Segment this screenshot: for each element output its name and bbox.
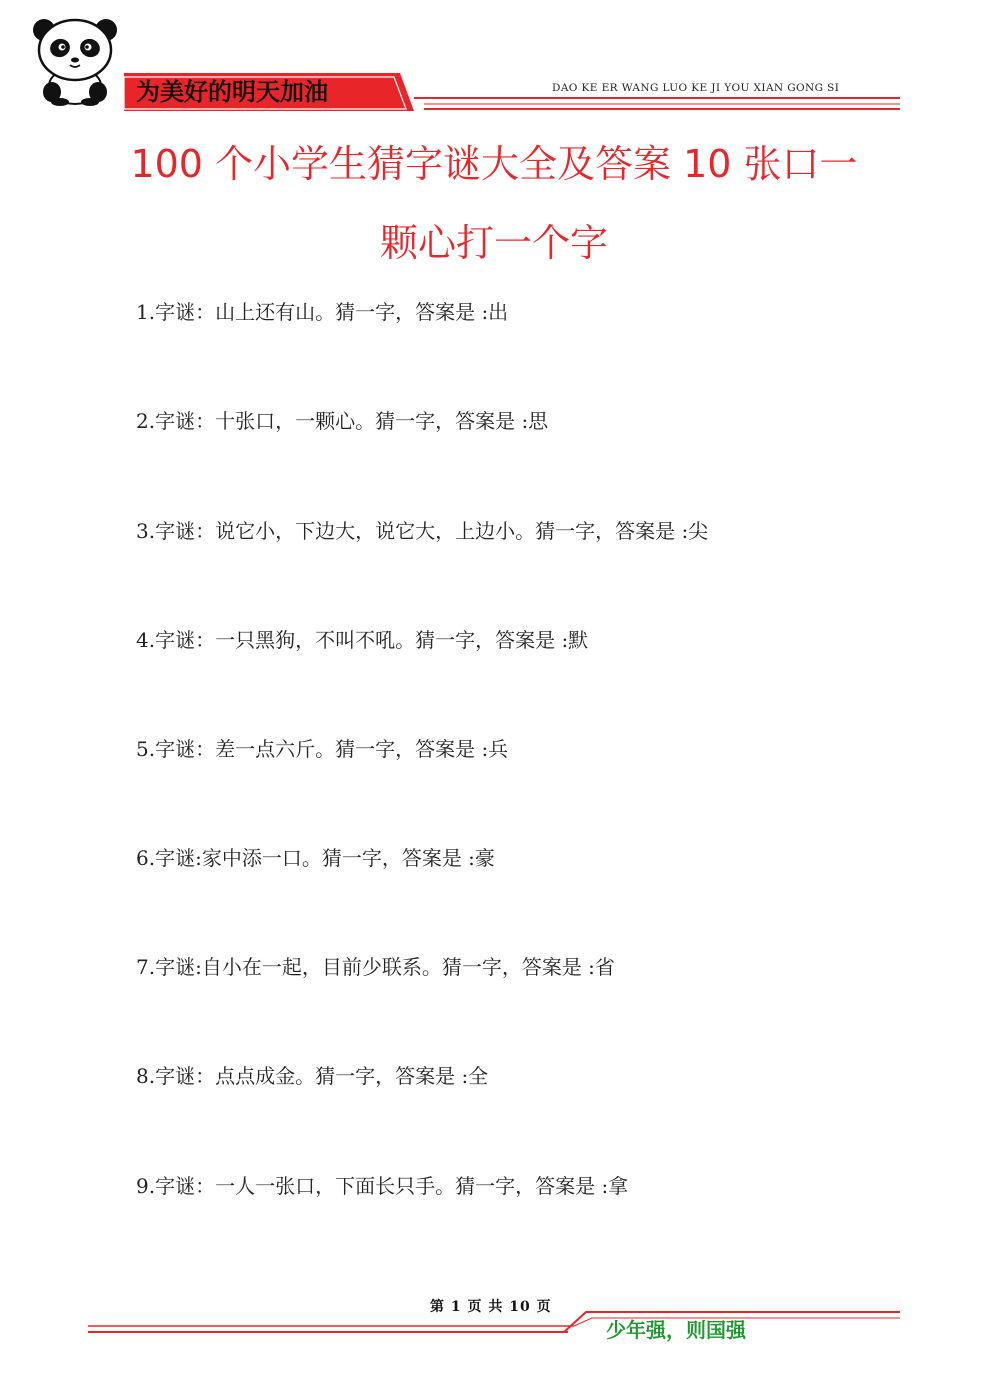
- riddle-item: 1.字谜：山上还有山。猜一字，答案是 :出: [136, 300, 509, 324]
- company-pinyin: DAO KE ER WANG LUO KE JI YOU XIAN GONG SI: [552, 82, 840, 94]
- riddle-item: 9.字谜：一人一张口，下面长只手。猜一字，答案是 :拿: [136, 1174, 629, 1198]
- riddle-item: 7.字谜:自小在一起，目前少联系。猜一字，答案是 :省: [136, 955, 615, 979]
- panda-icon: [30, 14, 120, 106]
- riddle-item: 4.字谜：一只黑狗，不叫不吼。猜一字，答案是 :默: [136, 628, 589, 652]
- page-title-line-2: 颗心打一个字: [379, 221, 608, 265]
- footer-rule: [88, 1308, 900, 1342]
- page-title-line-1: 100 个小学生猜字谜大全及答案 10 张口一: [130, 142, 858, 186]
- header-rule: [124, 96, 900, 116]
- riddle-item: 6.字谜:家中添一口。猜一字，答案是 :豪: [136, 846, 495, 870]
- header-slogan: 为美好的明天加油: [136, 77, 328, 106]
- riddle-item: 5.字谜：差一点六斤。猜一字，答案是 :兵: [136, 737, 509, 761]
- riddle-item: 8.字谜：点点成金。猜一字，答案是 :全: [136, 1064, 489, 1088]
- riddle-item: 3.字谜：说它小，下边大，说它大，上边小。猜一字，答案是 :尖: [136, 519, 709, 543]
- riddle-item: 2.字谜：十张口，一颗心。猜一字，答案是 :思: [136, 409, 549, 433]
- page-number: 第 1 页 共 10 页: [430, 1299, 552, 1315]
- footer-slogan: 少年强，则国强: [606, 1318, 746, 1342]
